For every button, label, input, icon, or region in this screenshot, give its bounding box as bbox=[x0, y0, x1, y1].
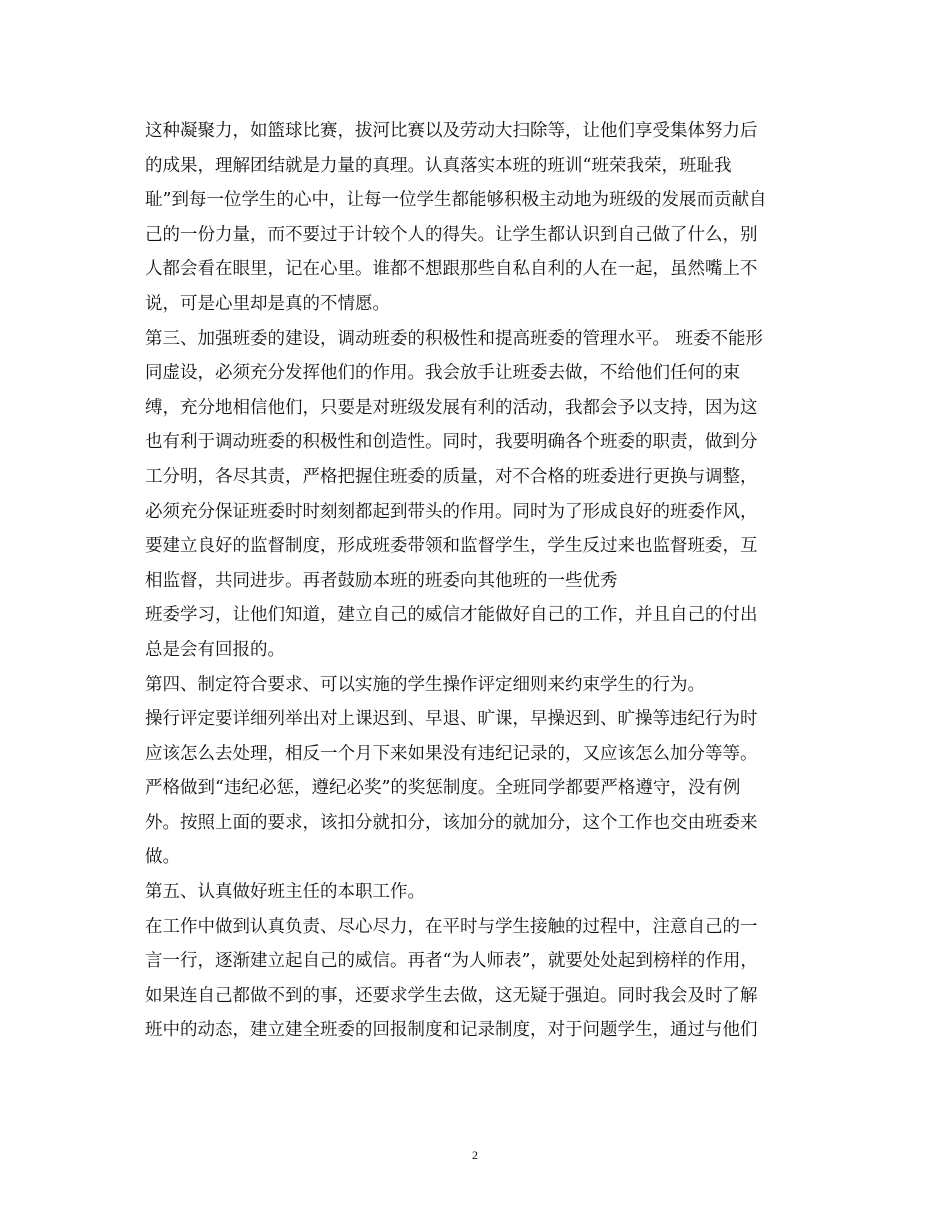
text-line: 严格做到“违纪必惩，遵纪必奖”的奖惩制度。全班同学都要严格遵守，没有例 bbox=[145, 778, 741, 799]
text-line: 第三、加强班委的建设，调动班委的积极性和提高班委的管理水平。 班委不能形 bbox=[145, 328, 764, 349]
text-line: 的成果，理解团结就是力量的真理。认真落实本班的班训“班荣我荣，班耻我 bbox=[145, 155, 732, 176]
text-line: 总是会有回报的。 bbox=[145, 639, 285, 660]
text-line: 人都会看在眼里，记在心里。谁都不想跟那些自私自利的人在一起，虽然嘴上不 bbox=[145, 259, 758, 280]
text-line: 耻”到每一位学生的心中，让每一位学生都能够积极主动地为班级的发展而贡献自 bbox=[145, 190, 767, 211]
text-line: 操行评定要详细列举出对上课迟到、早退、旷课，早操迟到、旷操等违纪行为时 bbox=[145, 709, 758, 730]
text-line: 工分明，各尽其责，严格把握住班委的质量，对不合格的班委进行更换与调整， bbox=[145, 466, 758, 487]
text-line: 说，可是心里却是真的不情愿。 bbox=[145, 293, 390, 314]
text-line: 缚，充分地相信他们，只要是对班级发展有利的活动，我都会予以支持，因为这 bbox=[145, 397, 758, 418]
text-line: 做。 bbox=[145, 847, 180, 868]
text-line: 外。按照上面的要求，该扣分就扣分，该加分的就加分，这个工作也交由班委来 bbox=[145, 812, 758, 833]
text-line: 第五、认真做好班主任的本职工作。 bbox=[145, 882, 425, 903]
text-line: 班委学习，让他们知道，建立自己的威信才能做好自己的工作，并且自己的付出 bbox=[145, 605, 758, 626]
text-line: 也有利于调动班委的积极性和创造性。同时，我要明确各个班委的职责，做到分 bbox=[145, 432, 758, 453]
text-line: 必须充分保证班委时时刻刻都起到带头的作用。同时为了形成良好的班委作风， bbox=[145, 501, 758, 522]
body-text bbox=[145, 114, 815, 1048]
text-line: 如果连自己都做不到的事，还要求学生去做，这无疑于强迫。同时我会及时了解 bbox=[145, 985, 758, 1006]
text-line: 己的一份力量，而不要过于计较个人的得失。让学生都认识到自己做了什么，别 bbox=[145, 224, 758, 245]
text-line: 相监督，共同进步。再者鼓励本班的班委向其他班的一些优秀 bbox=[145, 570, 618, 591]
text-line: 要建立良好的监督制度，形成班委带领和监督学生，学生反过来也监督班委，互 bbox=[145, 536, 758, 557]
text-line: 应该怎么去处理，相反一个月下来如果没有违纪记录的，又应该怎么加分等等。 bbox=[145, 743, 758, 764]
text-line: 在工作中做到认真负责、尽心尽力，在平时与学生接触的过程中，注意自己的一 bbox=[145, 916, 758, 937]
text-line: 班中的动态，建立建全班委的回报制度和记录制度，对于问题学生，通过与他们 bbox=[145, 1020, 758, 1041]
text-line: 同虚设，必须充分发挥他们的作用。我会放手让班委去做，不给他们任何的束 bbox=[145, 363, 740, 384]
text-line: 第四、制定符合要求、可以实施的学生操作评定细则来约束学生的行为。 bbox=[145, 674, 705, 695]
text-line: 言一行，逐渐建立起自己的威信。再者“为人师表”，就要处处起到榜样的作用， bbox=[145, 951, 758, 972]
text-line: 这种凝聚力，如篮球比赛，拔河比赛以及劳动大扫除等，让他们享受集体努力后 bbox=[145, 121, 758, 141]
page-number: 2 bbox=[472, 1148, 478, 1162]
